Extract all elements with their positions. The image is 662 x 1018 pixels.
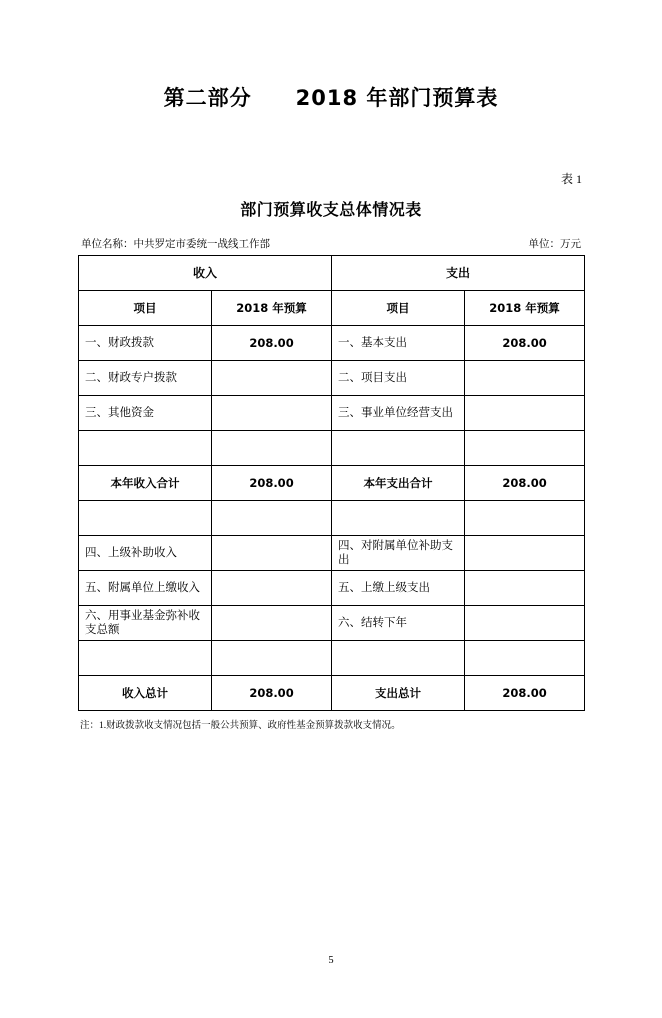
unit-measure-label: 单位：万元 xyxy=(528,239,581,250)
table-title: 部门预算收支总体情况表 xyxy=(240,200,422,219)
cell-income-item: 五、附属单位上缴收入 xyxy=(79,571,212,606)
cell-expense-item: 支出总计 xyxy=(332,676,465,711)
cell-expense-value xyxy=(465,571,585,606)
cell-expense-value xyxy=(465,641,585,676)
cell-expense-value: 208.00 xyxy=(465,326,585,361)
page-title: 第二部分 2018 年部门预算表 xyxy=(163,86,499,110)
cell-income-value: 208.00 xyxy=(212,676,332,711)
cell-income-item xyxy=(79,431,212,466)
cell-income-value: 208.00 xyxy=(212,466,332,501)
cell-income-item: 一、财政拨款 xyxy=(79,326,212,361)
column-header-expense-budget: 2018 年预算 xyxy=(465,291,585,326)
cell-income-value xyxy=(212,361,332,396)
table-column-header-row xyxy=(79,291,585,326)
cell-expense-item: 五、上缴上级支出 xyxy=(332,571,465,606)
table-row-total xyxy=(79,676,585,711)
cell-income-value xyxy=(212,501,332,536)
cell-income-item: 四、上级补助收入 xyxy=(79,536,212,571)
table-row-spacer xyxy=(79,641,585,676)
column-header-expense-item: 项目 xyxy=(332,291,465,326)
table-number-label: 表 1 xyxy=(560,172,582,186)
cell-expense-item: 一、基本支出 xyxy=(332,326,465,361)
budget-table xyxy=(78,255,585,711)
cell-income-value xyxy=(212,431,332,466)
table-footnote: 注：1.财政拨款收支情况包括一般公共预算、政府性基金预算拨款收支情况。 xyxy=(80,721,401,731)
cell-expense-item: 六、结转下年 xyxy=(332,606,465,641)
table-row xyxy=(79,361,585,396)
cell-expense-value xyxy=(465,536,585,571)
cell-expense-item xyxy=(332,501,465,536)
cell-expense-value xyxy=(465,361,585,396)
cell-expense-item: 二、项目支出 xyxy=(332,361,465,396)
cell-income-item: 二、财政专户拨款 xyxy=(79,361,212,396)
cell-expense-value xyxy=(465,606,585,641)
cell-expense-value xyxy=(465,431,585,466)
table-row xyxy=(79,606,585,641)
cell-income-item: 本年收入合计 xyxy=(79,466,212,501)
table-row-spacer xyxy=(79,431,585,466)
cell-income-item: 收入总计 xyxy=(79,676,212,711)
cell-income-item: 六、用事业基金弥补收支总额 xyxy=(79,606,212,641)
table-row xyxy=(79,326,585,361)
table-row xyxy=(79,396,585,431)
table-row xyxy=(79,536,585,571)
page-number: 5 xyxy=(328,955,334,966)
cell-income-item xyxy=(79,501,212,536)
table-row-spacer xyxy=(79,501,585,536)
cell-income-value xyxy=(212,571,332,606)
table-group-header-row xyxy=(79,256,585,291)
group-header-expense: 支出 xyxy=(332,256,585,291)
cell-income-value xyxy=(212,396,332,431)
table-row xyxy=(79,571,585,606)
column-header-income-budget: 2018 年预算 xyxy=(212,291,332,326)
cell-expense-value: 208.00 xyxy=(465,466,585,501)
cell-expense-item: 三、事业单位经营支出 xyxy=(332,396,465,431)
cell-income-value xyxy=(212,641,332,676)
unit-name-label: 单位名称：中共罗定市委统一战线工作部 xyxy=(81,239,270,250)
cell-expense-value xyxy=(465,501,585,536)
cell-income-item xyxy=(79,641,212,676)
table-row-total xyxy=(79,466,585,501)
cell-income-value: 208.00 xyxy=(212,326,332,361)
document-page xyxy=(0,82,662,1018)
cell-expense-value xyxy=(465,396,585,431)
cell-expense-item xyxy=(332,431,465,466)
cell-income-value xyxy=(212,536,332,571)
column-header-income-item: 项目 xyxy=(79,291,212,326)
table-meta-row xyxy=(78,236,584,255)
cell-expense-item xyxy=(332,641,465,676)
cell-income-value xyxy=(212,606,332,641)
cell-income-item: 三、其他资金 xyxy=(79,396,212,431)
cell-expense-item: 四、对附属单位补助支出 xyxy=(332,536,465,571)
group-header-income: 收入 xyxy=(79,256,332,291)
cell-expense-item: 本年支出合计 xyxy=(332,466,465,501)
cell-expense-value: 208.00 xyxy=(465,676,585,711)
